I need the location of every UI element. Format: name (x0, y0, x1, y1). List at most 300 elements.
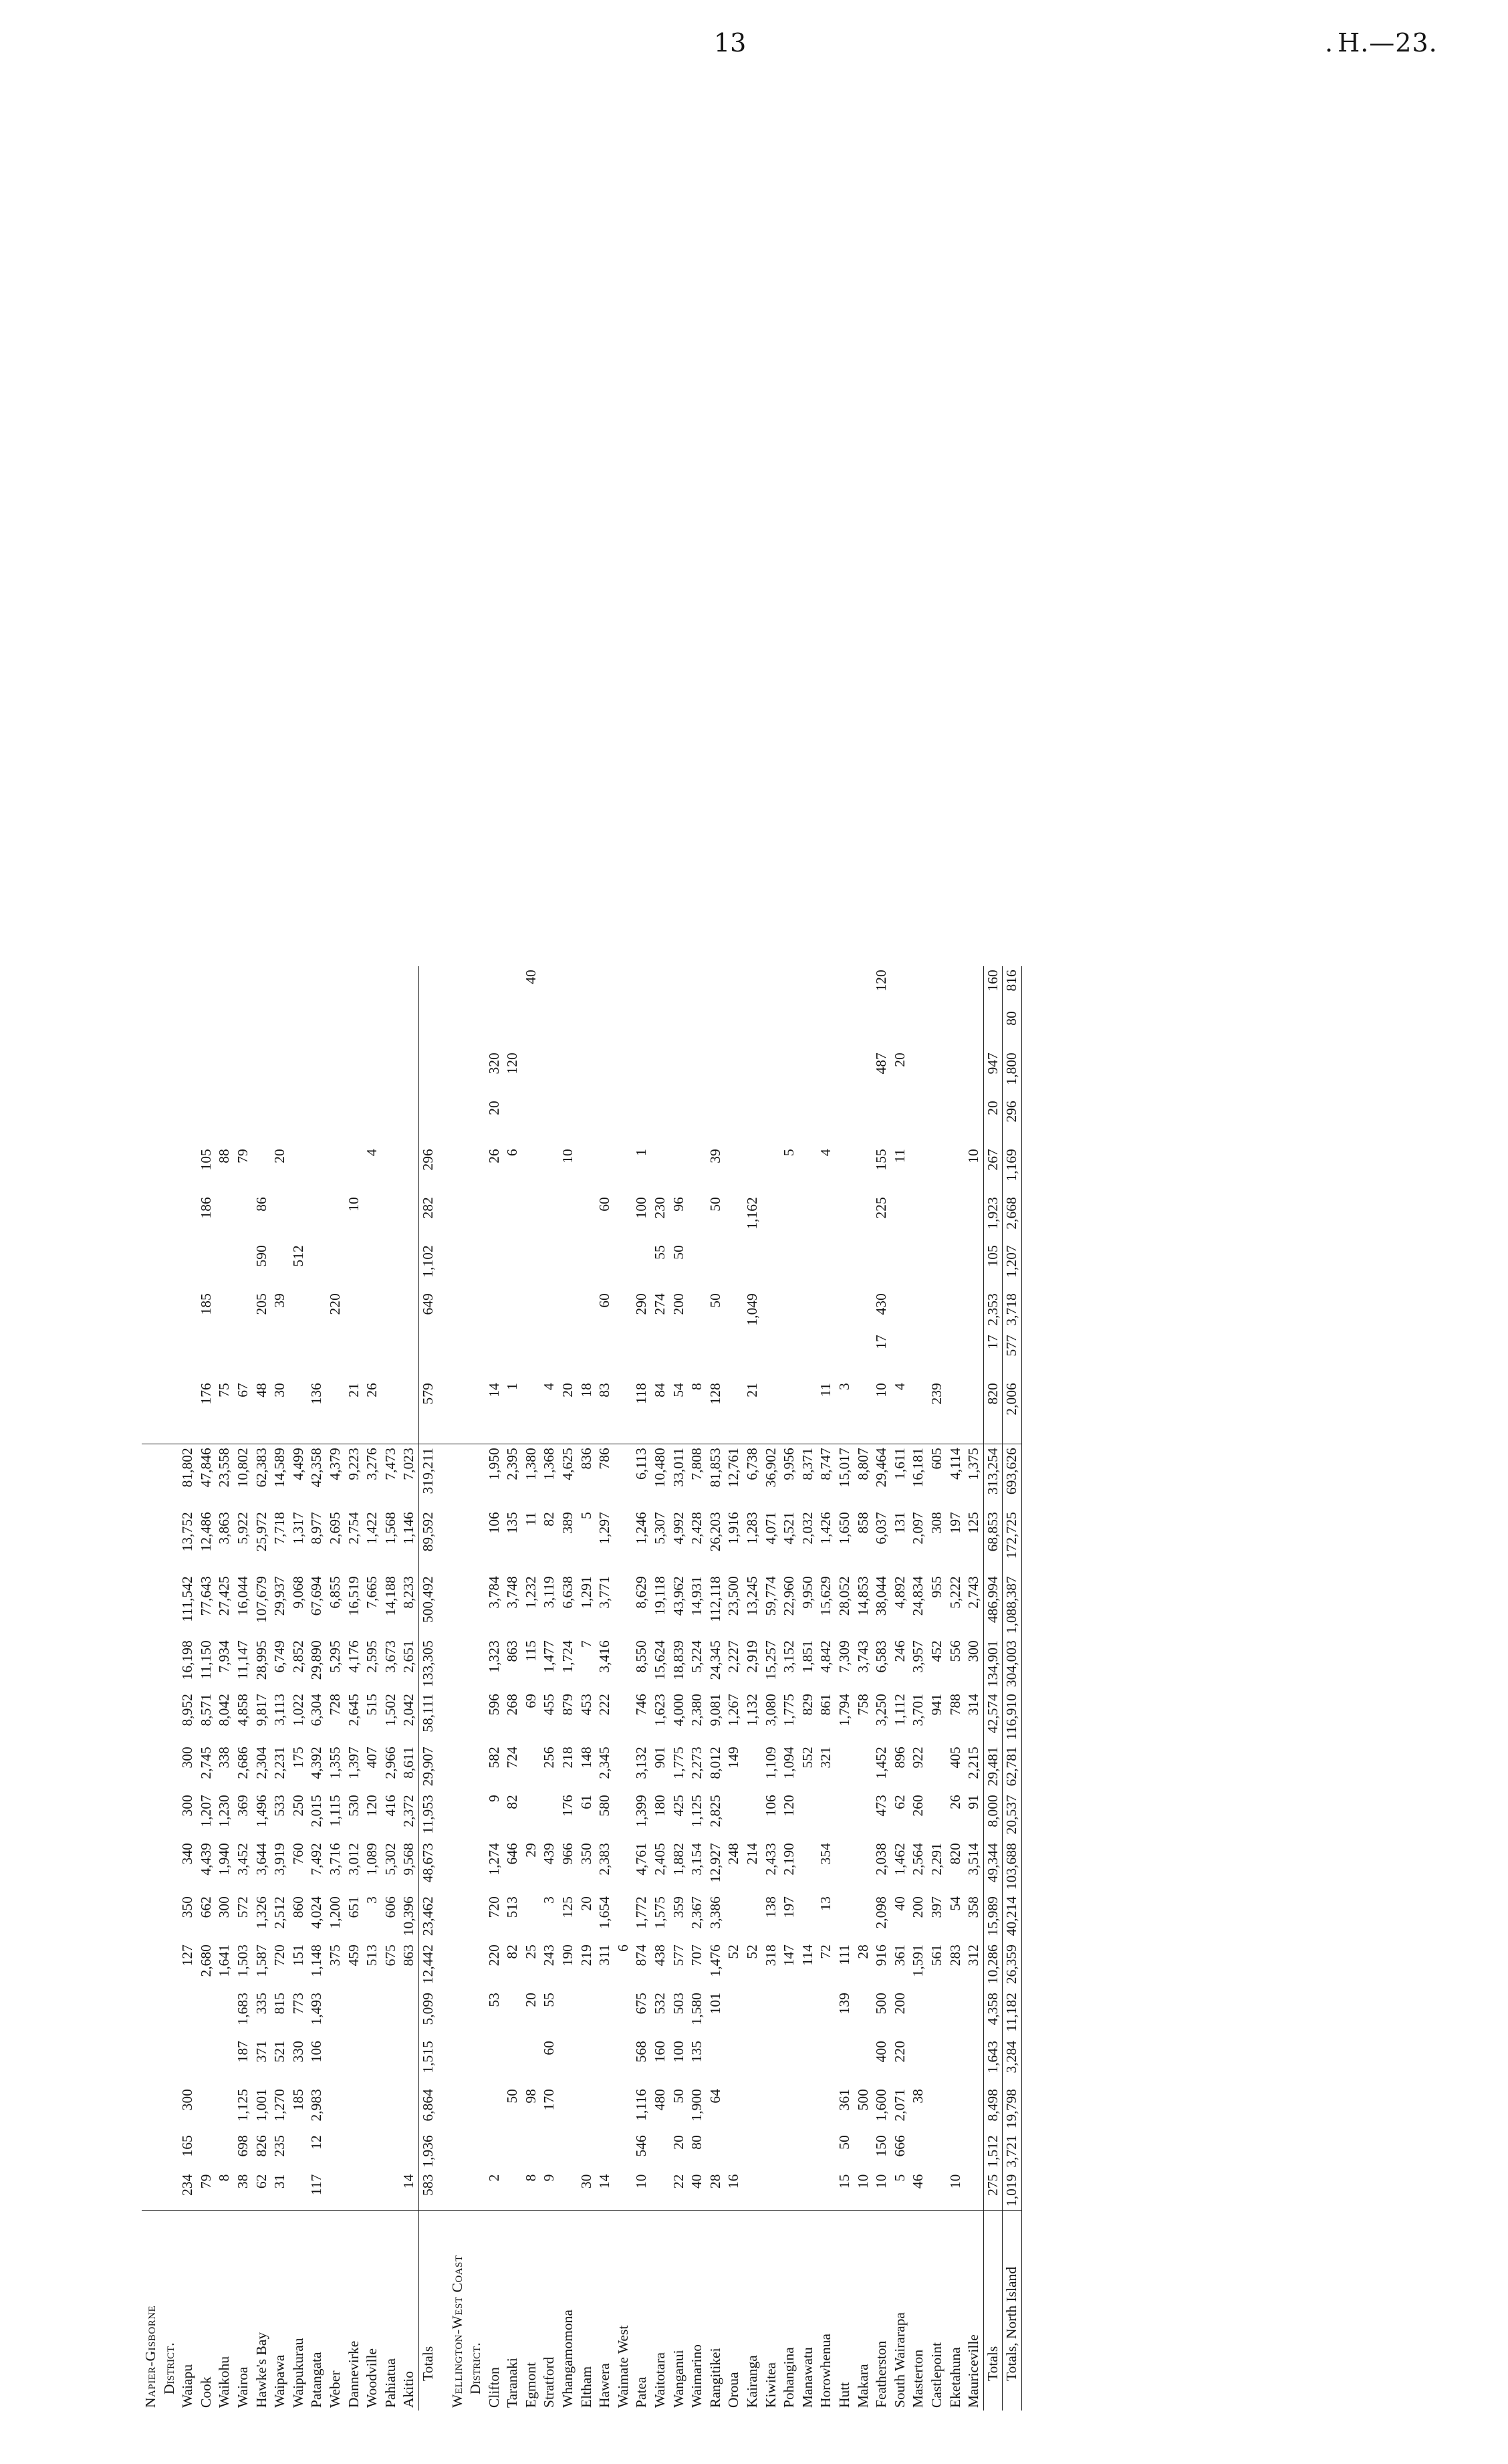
table-cell: 38 (234, 2171, 253, 2211)
table-cell: 577 (670, 1944, 686, 1967)
county-name: Cook (197, 2376, 214, 2408)
table-cell (614, 1242, 633, 1290)
table-cell: 28 (707, 2171, 725, 2211)
table-cell (596, 966, 614, 1008)
table-cell (438, 1839, 449, 1893)
table-cell (449, 1508, 467, 1573)
table-cell (670, 966, 688, 1008)
table-cell: 250 (289, 1795, 306, 1817)
table-cell: 9,223 (345, 1448, 362, 1480)
table-cell (160, 2037, 179, 2086)
table-cell (891, 1008, 910, 1049)
table-cell (438, 1379, 449, 1444)
table-cell (449, 1049, 467, 1097)
table-cell (160, 1743, 179, 1791)
table-cell: 4,392 (308, 1747, 325, 1779)
table-cell: 5 (781, 1149, 797, 1157)
table-cell: 80 (688, 2135, 705, 2150)
table-cell: 500 (873, 1993, 890, 2015)
table-cell (307, 966, 326, 1008)
table-cell (651, 1008, 670, 1049)
county-name: Hawera (596, 2363, 613, 2408)
district-title: Wellington-West Coast (449, 2255, 465, 2408)
table-cell (854, 1242, 873, 1290)
table-cell: 11 (891, 1149, 908, 1163)
table-cell (142, 1941, 160, 1989)
table-cell: 75 (215, 1379, 234, 1444)
county-name: Oroua (725, 2372, 742, 2408)
county-name: Akitio (400, 2371, 417, 2408)
table-cell: 2,304 (253, 1747, 269, 1779)
table-cell (382, 1049, 400, 1097)
table-cell: 8,550 (633, 1640, 650, 1673)
table-cell: 39 (707, 1149, 723, 1163)
table-cell: 147 (781, 1944, 797, 1967)
table-cell (438, 2086, 449, 2132)
table-cell (947, 1331, 965, 1379)
table-row (289, 966, 308, 2411)
table-cell: 58,111 (418, 1690, 437, 1743)
page-number: 13 (714, 28, 747, 58)
table-cell: 1,591 (910, 1944, 926, 1977)
table-cell: 3,718 (1003, 1290, 1022, 1331)
table-cell: 4 (540, 1379, 559, 1444)
table-cell: 2,098 (873, 1896, 890, 1929)
table-cell (449, 1637, 467, 1690)
table-cell (762, 2171, 781, 2211)
table-cell (438, 2171, 449, 2211)
table-cell: 20 (670, 2135, 686, 2150)
table-cell (965, 1097, 983, 1145)
table-cell: 120 (364, 1795, 380, 1817)
table-cell: 10,802 (234, 1448, 251, 1488)
table-cell (743, 1743, 762, 1791)
table-cell: 14,188 (382, 1576, 398, 1616)
table-cell: 50 (670, 2089, 686, 2104)
table-cell (449, 1290, 467, 1331)
table-cell: 340 (179, 1843, 196, 1865)
table-cell (578, 1194, 596, 1242)
table-cell: 1,001 (253, 2089, 269, 2122)
table-row (909, 966, 928, 2411)
table-cell (743, 1331, 762, 1379)
table-cell: 1,162 (744, 1197, 760, 1230)
table-cell (707, 2037, 725, 2086)
table-cell: 1,148 (308, 1944, 325, 1977)
table-cell: 4,358 (983, 1989, 1003, 2037)
table-cell (160, 1008, 179, 1049)
table-cell (891, 1194, 910, 1242)
table-cell: 220 (891, 2041, 908, 2063)
table-cell: 25 (522, 1944, 539, 1959)
table-cell (725, 2037, 743, 2086)
table-cell (160, 2171, 179, 2211)
table-cell: 1,452 (873, 1747, 890, 1779)
table-cell (799, 966, 818, 1008)
table-cell (909, 1097, 928, 1145)
table-cell (307, 1145, 326, 1194)
table-cell (854, 1008, 873, 1049)
table-cell (854, 1145, 873, 1194)
table-cell: 8,000 (983, 1791, 1003, 1839)
table-cell (467, 1331, 485, 1379)
table-cell: 176 (559, 1795, 576, 1817)
table-cell: 1,600 (873, 2089, 890, 2122)
table-cell (578, 1989, 596, 2037)
table-cell: 11 (817, 1379, 836, 1444)
table-cell (854, 966, 873, 1008)
table-cell (854, 1379, 873, 1444)
table-cell (160, 1508, 179, 1573)
table-cell: 2,097 (910, 1512, 926, 1545)
table-cell (780, 1049, 799, 1097)
table-cell (578, 1242, 596, 1290)
table-cell (651, 1097, 670, 1145)
table-cell: 3,152 (781, 1640, 797, 1673)
table-cell (400, 1242, 418, 1290)
table-row (817, 966, 836, 2411)
table-cell: 966 (559, 1843, 576, 1865)
table-cell: 1,109 (762, 1747, 779, 1779)
table-cell: 186 (197, 1197, 214, 1219)
table-cell: 3,514 (965, 1843, 982, 1876)
table-cell (326, 1049, 345, 1097)
table-cell: 59,774 (762, 1576, 779, 1616)
table-cell (449, 1573, 467, 1637)
table-cell (688, 1331, 707, 1379)
table-cell (891, 966, 910, 1008)
table-cell: 148 (578, 1747, 594, 1769)
table-cell (707, 1242, 725, 1290)
county-name: Makara (854, 2364, 871, 2408)
table-cell (540, 1242, 559, 1290)
county-name: South Wairarapa (891, 2312, 908, 2408)
table-cell (725, 1379, 743, 1444)
table-cell: 3,784 (485, 1576, 502, 1609)
table-cell: 15,624 (652, 1640, 668, 1680)
table-cell (449, 1444, 467, 1509)
table-cell: 2,512 (271, 1896, 288, 1929)
table-cell: 1,355 (326, 1747, 343, 1779)
table-cell: 1,125 (688, 1795, 705, 1827)
table-cell: 9,068 (289, 1576, 306, 1609)
table-cell: 21 (345, 1379, 364, 1444)
table-cell: 4,176 (345, 1640, 362, 1673)
table-cell: 533 (271, 1795, 288, 1817)
table-cell (947, 966, 965, 1008)
table-cell (762, 1194, 781, 1242)
table-cell: 698 (234, 2135, 251, 2157)
table-cell (438, 1941, 449, 1989)
table-cell (614, 2037, 633, 2086)
table-cell (160, 1145, 179, 1194)
table-cell (651, 1331, 670, 1379)
table-cell (400, 1097, 418, 1145)
county-name: Patangata (308, 2352, 325, 2408)
table-cell (559, 1008, 578, 1049)
table-cell (253, 1049, 271, 1097)
table-cell: 829 (799, 1694, 815, 1716)
table-cell (559, 1989, 578, 2037)
table-cell: 22,960 (781, 1576, 797, 1616)
table-cell (289, 1379, 308, 1444)
table-cell (965, 2132, 983, 2170)
table-cell (854, 1839, 873, 1893)
table-cell: 1,775 (670, 1747, 686, 1779)
table-cell: 5,302 (382, 1843, 398, 1876)
county-name: Dannevirke (345, 2340, 362, 2408)
table-cell (400, 1290, 418, 1331)
table-cell (836, 2037, 854, 2086)
table-cell (928, 1290, 947, 1331)
table-cell: 1,623 (652, 1694, 668, 1726)
table-cell: 62 (891, 1795, 908, 1809)
table-cell: 2,231 (271, 1747, 288, 1779)
table-cell: 48 (253, 1379, 271, 1444)
table-cell: 30 (271, 1379, 289, 1444)
table-cell: 10,396 (400, 1896, 417, 1936)
table-cell (503, 1989, 522, 2037)
county-name: Taranaki (504, 2358, 521, 2408)
table-cell: 572 (234, 1896, 251, 1918)
table-cell: 52 (725, 1944, 742, 1959)
table-cell (725, 1145, 743, 1194)
table-cell: 18 (578, 1379, 596, 1444)
table-cell (363, 2086, 382, 2132)
table-cell: 79 (234, 1149, 251, 1163)
table-cell (253, 1008, 271, 1049)
table-cell (614, 1008, 633, 1049)
table-cell: 3,080 (762, 1694, 779, 1726)
table-cell: 1,399 (633, 1795, 650, 1827)
table-cell (449, 1008, 467, 1049)
table-cell (142, 1893, 160, 1941)
table-cell: 16 (725, 2171, 743, 2211)
table-cell: 2,668 (1003, 1194, 1022, 1242)
table-cell (449, 2037, 467, 2086)
table-cell: 582 (485, 1747, 502, 1769)
table-cell (947, 1194, 965, 1242)
table-cell: 6 (504, 1149, 521, 1157)
table-cell (540, 1008, 559, 1049)
table-cell: 666 (891, 2135, 908, 2157)
table-cell (632, 1242, 651, 1290)
county-name: Waikohu (216, 2356, 233, 2408)
table-cell (762, 1290, 781, 1331)
table-cell (363, 1989, 382, 2037)
table-cell: 2,983 (308, 2089, 325, 2122)
table-cell (632, 1331, 651, 1379)
table-cell: 606 (382, 1896, 398, 1918)
table-cell: 1,800 (1003, 1049, 1022, 1097)
table-cell: 17 (983, 1331, 1003, 1379)
table-cell (142, 1690, 160, 1743)
table-cell (400, 2037, 418, 2086)
table-cell: 5,224 (688, 1640, 705, 1673)
table-cell (743, 1242, 762, 1290)
table-cell (142, 2037, 160, 2086)
table-cell (326, 1097, 345, 1145)
table-cell: 3,721 (1003, 2132, 1022, 2170)
table-cell: 2,405 (652, 1843, 668, 1876)
table-cell: 22 (670, 2171, 688, 2211)
table-cell: 4,761 (633, 1843, 650, 1876)
table-cell (596, 1989, 614, 2037)
table-cell: 49,344 (983, 1839, 1003, 1893)
table-cell (817, 1049, 836, 1097)
table-cell: 2,383 (596, 1843, 613, 1876)
table-cell: 2,227 (725, 1640, 742, 1673)
table-cell: 788 (947, 1694, 963, 1716)
table-cell: 64 (707, 2089, 723, 2104)
table-cell (614, 1194, 633, 1242)
table-cell: 5 (891, 2171, 910, 2211)
table-cell (438, 2037, 449, 2086)
table-cell: 453 (578, 1694, 594, 1716)
table-cell: 214 (744, 1843, 760, 1865)
table-cell (142, 2132, 160, 2170)
table-cell (928, 1791, 947, 1839)
table-cell (799, 1194, 818, 1242)
table-cell (780, 2132, 799, 2170)
table-cell: 675 (633, 1993, 650, 2015)
table-cell (799, 1791, 818, 1839)
table-cell (559, 1331, 578, 1379)
table-cell: 3,716 (326, 1843, 343, 1876)
table-cell (345, 1290, 364, 1331)
table-cell: 120 (781, 1795, 797, 1817)
table-cell (178, 966, 197, 1008)
county-name: Waipukurau (289, 2338, 306, 2408)
table-cell: 190 (559, 1944, 576, 1967)
table-cell: 15,257 (762, 1640, 779, 1680)
table-cell: 1,916 (725, 1512, 742, 1545)
table-cell (743, 1097, 762, 1145)
table-cell: 8 (688, 1379, 707, 1444)
table-cell: 4,379 (326, 1448, 343, 1480)
table-row (743, 966, 762, 2411)
table-cell (345, 2132, 364, 2170)
table-cell (345, 1097, 364, 1145)
table-cell: 1,022 (289, 1694, 306, 1726)
table-cell: 10,286 (983, 1941, 1003, 1989)
table-cell: 243 (541, 1944, 557, 1967)
table-cell: 138 (762, 1896, 779, 1918)
table-cell: 2,345 (596, 1747, 613, 1779)
table-cell: 312 (965, 1944, 982, 1967)
table-cell (725, 1893, 743, 1941)
table-cell (947, 2132, 965, 2170)
table-cell: 61 (578, 1795, 594, 1809)
table-cell: 185 (289, 2089, 306, 2111)
table-cell: 4,439 (197, 1843, 214, 1876)
table-cell: 1,200 (326, 1896, 343, 1929)
table-cell (780, 1194, 799, 1242)
table-row (345, 966, 364, 2411)
totals-label: Totals (983, 2211, 1003, 2411)
table-cell (559, 2171, 578, 2211)
table-cell: 579 (418, 1379, 437, 1444)
table-cell: 23,558 (216, 1448, 233, 1488)
table-cell (382, 2171, 400, 2211)
table-cell (289, 2132, 308, 2170)
table-cell (540, 1049, 559, 1097)
table-cell: 176 (197, 1379, 216, 1444)
table-cell: 430 (873, 1293, 890, 1315)
table-cell (234, 1097, 253, 1145)
table-cell (947, 1008, 965, 1049)
table-cell (836, 1194, 854, 1242)
table-cell: 11,147 (234, 1640, 251, 1680)
county-name: Manawatu (799, 2347, 815, 2408)
table-cell (271, 1331, 289, 1379)
table-cell (799, 1989, 818, 2037)
table-cell: 858 (854, 1512, 871, 1534)
table-row (928, 966, 947, 2411)
table-cell (799, 1049, 818, 1097)
table-cell (467, 1791, 485, 1839)
table-cell: 16,519 (345, 1576, 362, 1616)
table-cell (670, 1049, 688, 1097)
table-cell (142, 1008, 160, 1049)
table-cell (467, 1989, 485, 2037)
table-cell (142, 1331, 160, 1379)
table-cell (382, 1008, 400, 1049)
table-cell (762, 2132, 781, 2170)
table-cell (160, 1893, 179, 1941)
table-cell: 2,825 (707, 1795, 723, 1827)
table-cell (438, 1637, 449, 1690)
table-cell (725, 1331, 743, 1379)
table-cell: 1,503 (234, 1944, 251, 1977)
table-cell: 29,481 (983, 1743, 1003, 1791)
table-cell (197, 1097, 216, 1145)
county-name: Hawke's Bay (253, 2332, 269, 2408)
table-cell (400, 1145, 418, 1194)
table-cell (449, 1893, 467, 1941)
table-cell (614, 1331, 633, 1379)
table-cell (688, 1242, 707, 1290)
table-cell: 234 (178, 2171, 197, 2211)
table-cell (836, 1839, 854, 1893)
table-cell (503, 2132, 522, 2170)
table-cell: 521 (271, 2041, 288, 2063)
table-cell (363, 1049, 382, 1097)
table-cell (215, 1097, 234, 1145)
table-cell: 318 (762, 1944, 779, 1967)
table-row (559, 966, 578, 2411)
table-cell: 300 (965, 1640, 982, 1662)
table-cell (289, 1331, 308, 1379)
table-cell (485, 1242, 504, 1290)
table-cell: 1,496 (253, 1795, 269, 1827)
table-cell: 127 (179, 1944, 196, 1967)
table-cell (142, 1049, 160, 1097)
table-cell: 1,169 (1003, 1145, 1022, 1194)
district-heading (449, 966, 467, 2411)
table-cell (142, 1573, 160, 1637)
table-cell: 358 (965, 1896, 982, 1918)
table-cell: 1,102 (418, 1242, 437, 1290)
table-cell (909, 1379, 928, 1444)
table-cell (485, 1194, 504, 1242)
table-cell (725, 1989, 743, 2037)
table-cell: 6,749 (271, 1640, 288, 1673)
table-cell: 200 (910, 1896, 926, 1918)
table-cell (891, 1331, 910, 1379)
table-cell (467, 2132, 485, 2170)
table-cell (160, 1242, 179, 1290)
